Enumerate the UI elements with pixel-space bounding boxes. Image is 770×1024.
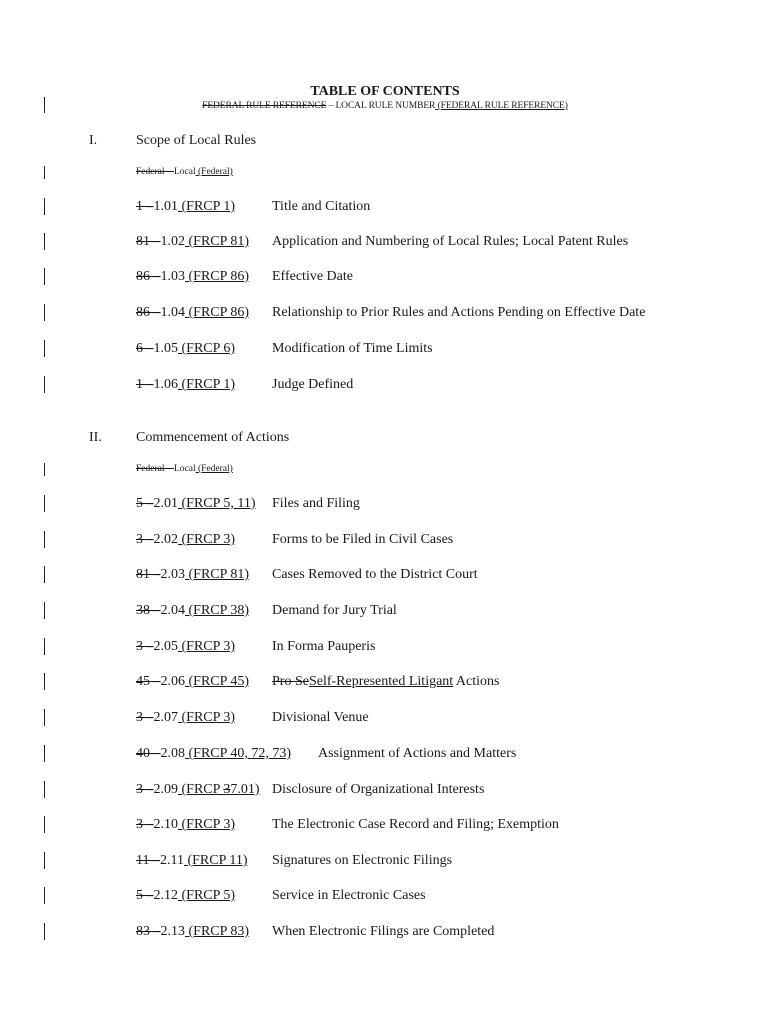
reference-struck-digit: 3: [223, 782, 231, 797]
local-rule-number: 2.08: [160, 746, 185, 761]
rule-number[interactable]: [136, 603, 249, 619]
local-rule-number: 2.04: [160, 603, 185, 618]
change-bar: [44, 566, 45, 583]
old-rule-number: 81 –: [136, 567, 161, 582]
change-bar: [44, 304, 45, 321]
legend-text: LOCAL RULE NUMBER: [335, 101, 436, 111]
local-rule-number: 2.01: [153, 496, 178, 511]
federal-rule-reference: (FRCP 83): [185, 924, 250, 939]
rule-number[interactable]: [136, 496, 256, 512]
rule-title[interactable]: Files and Filing: [272, 496, 360, 511]
rule-number[interactable]: [136, 305, 249, 321]
rule-title[interactable]: The Electronic Case Record and Filing; Exemption: [272, 817, 559, 832]
rule-title[interactable]: [272, 674, 499, 690]
change-bar: [44, 709, 45, 726]
old-rule-number: 45 –: [136, 674, 161, 689]
federal-rule-reference: (FRCP 45): [185, 674, 250, 689]
rule-title[interactable]: Forms to be Filed in Civil Cases: [272, 532, 454, 547]
old-rule-number: 3 –: [136, 710, 154, 725]
federal-rule-reference: [178, 782, 260, 797]
federal-rule-reference: (FRCP 86): [185, 305, 250, 320]
section-title: Scope of Local Rules: [136, 133, 257, 148]
old-rule-number: 6 –: [136, 341, 154, 356]
old-rule-number: 3 –: [136, 817, 154, 832]
title-rest-text: Actions: [453, 674, 500, 689]
local-rule-number: 2.05: [153, 639, 178, 654]
federal-rule-reference: (FRCP 5): [178, 888, 236, 903]
old-rule-number: 5 –: [136, 888, 154, 903]
rule-title[interactable]: Service in Electronic Cases: [272, 888, 426, 903]
legend-separator: –: [164, 464, 174, 474]
federal-rule-reference: (FRCP 11): [183, 853, 248, 868]
local-rule-number: 2.09: [153, 782, 178, 797]
old-rule-number: 11 –: [136, 853, 160, 868]
change-bar: [44, 602, 45, 619]
rule-number[interactable]: [136, 269, 249, 285]
change-bar: [44, 923, 45, 940]
column-legend: [0, 101, 770, 111]
legend-struck-text: FEDERAL RULE REFERENCE: [202, 101, 327, 111]
rule-number[interactable]: [136, 746, 291, 762]
rule-title[interactable]: In Forma Pauperis: [272, 639, 376, 654]
legend-struck-text: Federal: [136, 464, 165, 474]
added-title-text: Self-Represented Litigant: [308, 674, 454, 689]
rule-number[interactable]: [136, 567, 249, 583]
rule-title[interactable]: Title and Citation: [272, 199, 371, 214]
federal-rule-reference: (FRCP 6): [178, 341, 236, 356]
change-bar: [44, 852, 45, 869]
federal-rule-reference: (FRCP 3): [178, 817, 236, 832]
local-rule-number: 2.06: [160, 674, 185, 689]
local-rule-number: 1.04: [160, 305, 185, 320]
change-bar: [44, 781, 45, 798]
rule-title[interactable]: When Electronic Filings are Completed: [272, 924, 495, 939]
rule-title[interactable]: Signatures on Electronic Filings: [272, 853, 453, 868]
federal-rule-reference: (FRCP 81): [185, 234, 250, 249]
change-bar: [44, 495, 45, 512]
rule-title[interactable]: Divisional Venue: [272, 710, 369, 725]
old-rule-number: 3 –: [136, 639, 154, 654]
old-rule-number: 81 –: [136, 234, 161, 249]
rule-title[interactable]: Demand for Jury Trial: [272, 603, 397, 618]
federal-rule-reference: (FRCP 5, 11): [178, 496, 256, 511]
rule-title[interactable]: Cases Removed to the District Court: [272, 567, 478, 582]
change-bar: [44, 463, 45, 476]
change-bar: [44, 166, 45, 179]
rule-number[interactable]: [136, 674, 249, 690]
old-rule-number: 3 –: [136, 782, 154, 797]
change-bar: [44, 673, 45, 690]
old-rule-number: 40 –: [136, 746, 161, 761]
local-rule-number: 1.06: [153, 377, 178, 392]
change-bar: [44, 531, 45, 548]
legend-added-text: (FEDERAL RULE REFERENCE): [435, 101, 568, 111]
change-bar: [44, 340, 45, 357]
change-bar: [44, 816, 45, 833]
rule-number[interactable]: [136, 199, 235, 215]
local-rule-number: 1.03: [160, 269, 185, 284]
rule-number[interactable]: [136, 710, 235, 726]
reference-suffix: 7.01): [230, 782, 260, 797]
rule-title[interactable]: Assignment of Actions and Matters: [318, 746, 517, 761]
rule-number[interactable]: [136, 234, 249, 250]
section-title: Commencement of Actions: [136, 430, 290, 445]
legend-separator: –: [164, 167, 174, 177]
page-title: TABLE OF CONTENTS: [310, 84, 460, 99]
local-rule-number: 2.02: [153, 532, 178, 547]
old-rule-number: 1 –: [136, 199, 154, 214]
section-legend: [136, 464, 233, 474]
section-numeral: I.: [89, 133, 98, 148]
old-rule-number: 86 –: [136, 305, 161, 320]
rule-number[interactable]: [136, 888, 235, 904]
rule-number[interactable]: [136, 924, 249, 940]
federal-rule-reference: (FRCP 3): [178, 532, 236, 547]
local-rule-number: 2.12: [153, 888, 178, 903]
old-rule-number: 3 –: [136, 532, 154, 547]
federal-rule-reference: (FRCP 40, 72, 73): [185, 746, 292, 761]
rule-number[interactable]: [136, 817, 235, 833]
federal-rule-reference: (FRCP 3): [178, 639, 236, 654]
rule-number[interactable]: [136, 532, 235, 548]
change-bar: [44, 233, 45, 250]
legend-separator: –: [326, 101, 336, 111]
rule-title[interactable]: Modification of Time Limits: [272, 341, 433, 356]
local-rule-number: 2.03: [160, 567, 185, 582]
local-rule-number: 2.11: [159, 853, 184, 868]
rule-number[interactable]: [136, 341, 235, 357]
old-rule-number: 1 –: [136, 377, 154, 392]
legend-text: Local: [174, 167, 196, 177]
federal-rule-reference: (FRCP 1): [178, 377, 236, 392]
legend-text: Local: [174, 464, 196, 474]
rule-title[interactable]: Application and Numbering of Local Rules; Local Patent Rules: [272, 234, 629, 249]
rule-title[interactable]: Judge Defined: [272, 377, 354, 392]
old-rule-number: 86 –: [136, 269, 161, 284]
old-rule-number: 5 –: [136, 496, 154, 511]
section-legend: [136, 167, 233, 177]
federal-rule-reference: (FRCP 86): [185, 269, 250, 284]
section-numeral: II.: [89, 430, 102, 445]
local-rule-number: 1.05: [153, 341, 178, 356]
rule-title[interactable]: Relationship to Prior Rules and Actions Pending on Effective Date: [272, 305, 646, 320]
rule-number[interactable]: [136, 853, 248, 869]
struck-title-text: Pro Se: [272, 674, 309, 689]
federal-rule-reference: (FRCP 81): [185, 567, 250, 582]
legend-struck-text: Federal: [136, 167, 165, 177]
federal-rule-reference: (FRCP 38): [185, 603, 250, 618]
change-bar: [44, 198, 45, 215]
change-bar: [44, 638, 45, 655]
change-bar: [44, 745, 45, 762]
old-rule-number: 38 –: [136, 603, 161, 618]
legend-added-text: (Federal): [195, 464, 233, 474]
rule-title[interactable]: Disclosure of Organizational Interests: [272, 782, 485, 797]
old-rule-number: 83 –: [136, 924, 161, 939]
local-rule-number: 2.10: [153, 817, 178, 832]
change-bar: [44, 268, 45, 285]
rule-number[interactable]: [136, 782, 260, 798]
rule-number[interactable]: [136, 639, 235, 655]
reference-prefix: (FRCP: [178, 782, 224, 797]
local-rule-number: 2.07: [153, 710, 178, 725]
federal-rule-reference: (FRCP 3): [178, 710, 236, 725]
federal-rule-reference: (FRCP 1): [178, 199, 236, 214]
local-rule-number: 1.01: [153, 199, 178, 214]
local-rule-number: 1.02: [160, 234, 185, 249]
change-bar: [44, 376, 45, 393]
legend-added-text: (Federal): [195, 167, 233, 177]
rule-number[interactable]: [136, 377, 235, 393]
rule-title[interactable]: Effective Date: [272, 269, 353, 284]
local-rule-number: 2.13: [160, 924, 185, 939]
change-bar: [44, 887, 45, 904]
